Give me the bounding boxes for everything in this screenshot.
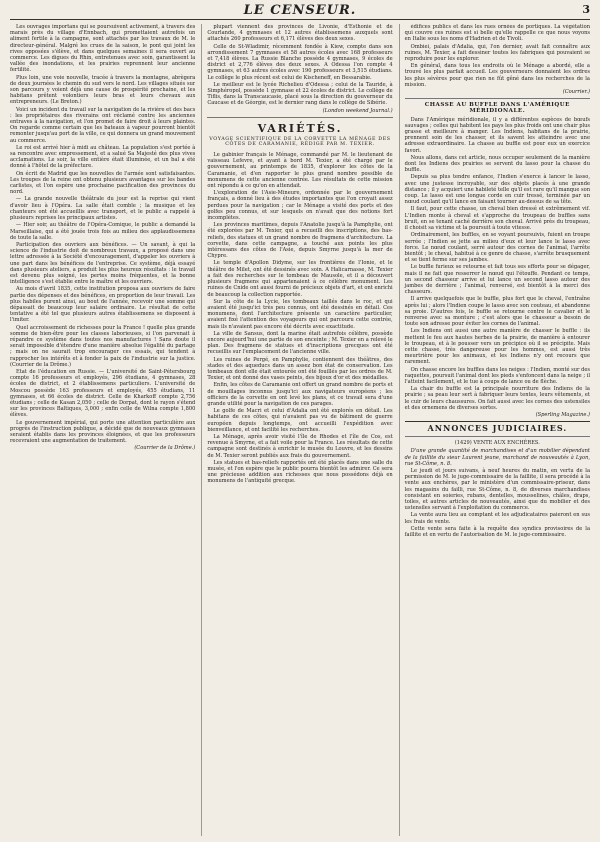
masthead [10, 2, 590, 20]
article-paragraph: Le jeudi et jours suivans, à neuf heures du matin, en vertu de la permission de M. le juge-commissaire de la faillite, il sera procédé à la vente aux enchères, par le ministère d'un commissaire-priseur, dans les magasins du failli, rue St-Côme, n. 8, de diverses marchandises consistant en soieries, rubans, dentelles, mousselines, châles, draps, toiles, et autres articles de nouveautés, ainsi que du mobilier et des ustensiles servant à l'exploitation du commerce. [404, 468, 590, 512]
article-paragraph: Le gabinier français le Ménage, commandé par M. le lieutenant de vaisseau Lefevre, et ayant à bord M. Texier, a été chargé par le gouvernement, au printemps de 1835, d'explorer les côtes de la Caramanie, et d'en rapporter le plus grand nombre possible de monumens de cette ancienne contrée. Les résultats de cette mission ont répondu à ce qu'on en attendait. [207, 152, 393, 190]
column-2 [201, 24, 392, 836]
sale-heading: (1429) VENTE AUX ENCHÈRES. [454, 440, 540, 447]
article-paragraph: Les provinces maritimes, depuis l'Anatolie jusqu'à la Pamphylie, ont été explorées par M. Texier, qui a recueilli des inscriptions, des bas-reliefs, des statues et un grand nombre de fragmens d'architecture. La corvette, dans cette campagne, a touché aux points les plus intéressans des côtes de l'Asie, depuis Smyrne jusqu'à la mer de Chypre. [207, 222, 393, 260]
article-paragraph: Quel accroissement de richesses pour la France ! quelle plus grande somme de bien-être pour les classes laborieuses, si l'on parvenait à répandre ce système dans toutes nos manufactures ! Sans doute il serait impossible d'étendre d'une manière absolue l'égalité du partage ; mais on ne saurait trop encourager ces essais, qui tendent à rapprocher les intérêts et à fonder la paix de l'industrie sur la justice. (Courrier de la Drôme.) [10, 324, 196, 368]
article-paragraph: édifices publics et dans les rues ornées de portiques. La végétation qui couvre ces ruines est si belle qu'elle rappelle ce que nous voyons en Italie sous les noms d'Hadrien et de Tivoli. [404, 24, 590, 43]
article-paragraph: On écrit de Madrid que les nouvelles de l'armée sont satisfaisantes. Les troupes de la reine ont obtenu plusieurs avantages sur les bandes carlistes, et l'on espère une prochaine pacification des provinces du nord. [10, 170, 196, 196]
article-paragraph: Participation des ouvriers aux bénéfices. — Un savant, à qui la science de l'industrie doit de nombreux travaux, a proposé dans une lettre adressée à la Société d'encouragement, d'appeler les ouvriers à une part dans les bénéfices de l'entreprise. Ce système, déjà essayé dans plusieurs ateliers, a produit les plus heureux résultats : le travail est devenu plus soigné, les pertes moins fréquentes, et la bonne intelligence s'est établie entre le maître et les ouvriers. [10, 241, 196, 286]
article-paragraph: En général, dans tous les endroits où le Ménage a abordé, elle a trouvé les plus parfait accueil. Les gouverneurs donnaient les ordres les plus sévères pour que rien ne fût gêné dans les recherches de la mission. [404, 63, 590, 88]
article-paragraph: Sur la côte de la Lycie, les tombeaux taillés dans le roc, et qui avaient été jusqu'ici très peu connus, ont été dessinés en détail. Ces monumens, dont l'architecture présente un caractère particulier, avaient fixé l'attention des voyageurs qui ont parcouru cette contrée, mais ils n'avaient pas encore été décrits avec exactitude. [207, 298, 393, 330]
article-paragraph: Il faut, pour cette chasse, un cheval bien dressé et extrêmement vif. L'Indien monte à cheval et s'approche du troupeau de buffles sans bruit, en se tenant caché derrière son cheval. Arrivé près du troupeau, il choisit sa victime et la poursuit à toute vitesse. [404, 206, 590, 232]
article-paragraph: Voici un incident du travail sur la navigation de la rivière et des bacs : les propriétaires des riverains ont réclamé contre les anciennes entraves à la navigation, et l'on promet de faire droit à leurs plaintes. On regarde comme certain que les bateaux à vapeur pourront bientôt remonter jusqu'au port de la ville, ce qui donnera un grand mouvement au commerce. [10, 106, 196, 144]
article-paragraph: Enfin, les côtes de Caramanie ont offert un grand nombre de ports et de mouillages inconnus jusqu'ici aux navigateurs européens ; les officiers de la corvette en ont levé les plans, et ce travail sera d'une grande utilité pour la navigation de ces parages. [207, 382, 393, 407]
article-paragraph: Celle de St-Wladimir, récemment fondée à Kiew, compte dans son arrondissement 7 gymnases et 58 autres écoles avec 168 professeurs et 7,418 élèves. La Russie Blanche possède 4 gymnases, 9 écoles de district et 2,776 élèves des deux sexes. A Odessa l'on compte 4 gymnases, et 63 autres écoles avec 190 professeurs et 3,515 étudians. Le collège le plus récent est celui de Kischeneff, en Bessarabie. [207, 43, 393, 81]
article-paragraph: — Hier soir, au théâtre de l'Opéra-Comique, le public a demandé la Marseillaise, qui a été jouée trois fois au milieu des applaudissemens de toute la salle. [10, 222, 196, 241]
section-title-annonces: ANNONCES JUDICIAIRES. [427, 423, 568, 434]
article-paragraph: L'exploration de l'Asie-Mineure, ordonnée par le gouvernement français, a donné lieu à des études importantes que l'on croyait assez perdues pour la navigation ; car le Ménage a visité des ports et des golfes peu connus, et sur lesquels on n'avait que des notions fort incomplètes. [207, 190, 393, 222]
article-paragraph: Le meilleur est le lycée Richelieu d'Odessa ; celui de la Tauride, à Simphéropol, possède 1 gymnase et 22 écoles de district. Le collège de Tiflis, dans la Transcaucasie, placé sous la direction du gouverneur du Caucase et de Géorgie, est le dernier rang dans le collège de Sibérie. [207, 81, 393, 107]
article-paragraph: Ordinairement, les buffles, en se voyant poursuivis, fuient en troupe serrée ; l'Indien se jette au milieu d'eux et leur lance le lasso avec force. Le nœud coulant, serré autour des cornes de l'animal, l'arrête bientôt ; le cheval, habitué à ce genre de chasse, s'arrête brusquement et se tient ferme sur ses jambes. [404, 232, 590, 264]
article-paragraph: La vente aura lieu au comptant et les adjudicataires paieront en sus les frais de vente. [404, 512, 590, 525]
article-paragraph: La Ménage, après avoir visité l'île de Rhodes et l'île de Cos, est revenue à Smyrne, et a fait voile pour la France. Les résultats de cette campagne sont destinés à enrichir le musée du Louvre, et les dessins de M. Texier seront publiés aux frais du gouvernement. [207, 433, 393, 459]
article-paragraph: Les statues et bas-reliefs rapportés ont été placés dans une salle du musée, et l'on espère que le public pourra bientôt les admirer. Ce sera une précieuse addition aux richesses que nous possédons déjà en monumens de l'antiquité grecque. [207, 459, 393, 485]
sale-intro: D'une grande quantité de marchandises et d'un mobilier dépendant de la faillite du sieur Laurent jeune, marchand de nouveautés à Lyon, rue St-Côme, n. 8. [404, 448, 590, 467]
divider [207, 117, 392, 118]
article-paragraph: Cette vente sera faite à la requête des syndics provisoires de la faillite et en vertu de l'autorisation de M. le juge-commissaire. [404, 525, 590, 539]
article-paragraph: Nous allons, dans cet article, nous occuper seulement de la manière dont les Indiens des prairies se servent du lasso pour la chasse du buffle. [404, 154, 590, 174]
article-credit: (Sperling Magazine.) [535, 411, 590, 418]
article-paragraph: La chair du buffle est la principale nourriture des Indiens de la prairie ; sa peau leur sert à fabriquer leurs tentes, leurs vêtements, et le cuir de leurs chaussures. On fait aussi avec les cornes des ustensiles et des ornemens de diverses sortes. [404, 386, 590, 411]
article-paragraph: Au mois d'avril 1835, cette institution proposa aux ouvriers de faire partie des dépenses et des bénéfices, en proportion de leur travail. Les plus habiles purent ainsi, au bout de l'année, recevoir une somme qui dépassait de beaucoup leur salaire ordinaire. Le résultat de cette tentative a été tel que plusieurs autres établissemens se disposent à l'imiter. [10, 286, 196, 324]
article-paragraph: Etat de l'éducation en Russie. — L'université de Saint-Pétersbourg compte 16 professeurs et employés, 296 étudians, 4 gymnases, 28 écoles de district, et 2 établissemens particuliers. L'université de Moscou possède 163 professeurs et employés, 455 étudians, 11 gymnases, et 66 écoles de district. Celle de Kharkoff compte 2,756 étudians ; celle de Kasan 2,050 ; celle de Dorpat, dont le rayon s'étend sur les provinces Baltiques, 3,000 ; enfin celle de Wilna compte 1,800 élèves. [10, 368, 196, 419]
article-paragraph: Le roi est arrivé hier à midi au château. La population s'est portée à sa rencontre avec empressement, et a salué Sa Majesté des plus vives acclamations. Le soir, la ville entière était illuminée, et un bal a été donné à l'hôtel de la préfecture. [10, 144, 196, 170]
section-title-varietes: VARIÉTÉS. [257, 121, 343, 135]
column-1 [10, 24, 195, 836]
article-paragraph: Les ruines de Pergé, en Pamphylie, contiennent des théâtres, des stades et des aqueducs dans un assez bon état de conservation. Les tombeaux dont elle était entourée ont été fouillés par les ordres de M. Texier, et ont donné des vases peints, des bijoux d'or et des médailles. [207, 356, 393, 382]
article-paragraph: — La grande nouvelle théâtrale du jour est la reprise qui vient d'avoir lieu à l'Opéra. La salle était comble ; la musique et les chanteurs ont été accueillis avec transport, et le public a rappelé à plusieurs reprises les principaux artistes. [10, 196, 196, 222]
article-paragraph: Les ouvrages importans qui se poursuivent activement, à travers des marais près du village d'Ennbach, qui promettaient autrefois un aliment fertile à la campagne, sont attachés par les travaux de M. le directeur-général. Malgré les crues de la saison, le pont qui joint les rives opposées s'élève, et dans quelques semaines il sera ouvert au commerce. Les digues du Rhin, entretenues avec soin, garantissent la vallée des inondations, et les prairies reprennent leur ancienne fertilité. [10, 24, 196, 74]
article-paragraph: Le temple d'Apollon Didyme, sur les frontières de l'Ionie, et le théâtre de Milet, ont été dessinés avec soin. A Halicarnasse, M. Texier a fait des recherches sur le tombeau de Mausole, et il a découvert plusieurs fragmens qui appartenaient à ce célèbre monument. Les ruines de Cnide ont aussi fourni de précieux objets d'art, et ont enrichi de beaucoup la collection rapportée. [207, 260, 393, 298]
article-paragraph: Les Indiens ont aussi une autre manière de chasser le buffle : ils mettent le feu aux hautes herbes de la prairie, de manière à entourer le troupeau, et à le pousser vers un précipice où il se précipite. Mais cette chasse, très dangereuse pour les hommes, est aussi très meurtrière pour les animaux, et les Indiens n'y ont recours que rarement. [404, 328, 590, 366]
divider-thick [405, 421, 590, 422]
article-paragraph: Le golfe de Macri et celui d'Adalia ont été explorés en détail. Les habitans de ces côtes, qui n'avaient pas vu de bâtiment de guerre européen depuis longtemps, ont accueilli l'expédition avec bienveillance, et ont facilité les recherches. [207, 408, 393, 433]
divider [405, 436, 590, 437]
section-subtitle: VOYAGE SCIENTIFIQUE DE LA CORVETTE LA MÉNAGE DES CÔTES DE CARAMANIE, RÉDIGÉ PAR M. TEXIER. [209, 136, 391, 148]
article-paragraph: Le buffle furieux se retourne et fait tous ses efforts pour se dégager, mais il ne fait que resserrer le nœud qui l'étouffe. Pendant ce temps, un second chasseur arrive et lui lance un second lasso autour des jambes de derrière ; l'animal, renversé, est bientôt à la merci des chasseurs. [404, 264, 590, 296]
article-paragraph: Dans l'Amérique méridionale, il y a différentes espèces de bœufs sauvages ; celles qui habitent les pays les plus froids ont une chair plus grasse et meilleure à manger. Les Indiens, habitans de la prairie, prennent soin de les chasser, et ils savent les atteindre avec une adresse extraordinaire. La chasse au buffle est pour eux un exercice favori. [404, 116, 590, 154]
divider [405, 98, 590, 99]
column-3 [399, 24, 590, 836]
article-credit: (London weekend Journal.) [322, 107, 393, 114]
page-number: 3 [582, 3, 590, 16]
article-paragraph: Plus loin, une voie nouvelle, tracée à travers la montagne, abrègera de deux journées le chemin du sud vers le nord. Les villages situés sur son parcours y voient déjà une cause de prospérité prochaine, et les habitans prêtent volontiers leurs bras et leurs chevaux aux entrepreneurs. (Le Breton.) [10, 74, 196, 106]
article-paragraph: Il arrive quelquefois que le buffle, plus fort que le cheval, l'entraîne après lui ; alors l'Indien coupe le lasso avec son couteau, et abandonne sa proie. D'autres fois, le buffle se retourne contre le cavalier et le renverse avec sa monture ; c'est alors que le chasseur a besoin de toute son adresse pour éviter les cornes de l'animal. [404, 296, 590, 328]
article-paragraph: La ville de Sansus, dont la marine était autrefois célèbre, possède encore aujourd'hui une partie de son enceinte ; M. Texier en a relevé le plan. Des fragmens de statues et d'inscriptions grecques ont été recueillis sur l'emplacement de l'ancienne ville. [207, 330, 393, 356]
newspaper-title: LE CENSEUR. [243, 3, 357, 18]
article-paragraph: Depuis sa plus tendre enfance, l'Indien s'exerce à lancer le lasso, avec une justesse incroyable, sur des objets placés à une grande distance ; il y acquiert une habileté telle qu'il est rare qu'il manque son coup. Le lasso est une longue corde en cuir tressé, terminée par un nœud coulant qu'il lance en faisant tourner au-dessus de sa tête. [404, 174, 590, 206]
columns [10, 24, 590, 836]
article-paragraph: Le gouvernement impérial, qui porte une attention particulière aux progrès de l'instruction publique, a décidé que de nouveaux gymnases seraient établis dans les provinces éloignées, et que les professeurs recevraient une augmentation de traitement. [10, 419, 196, 445]
article-paragraph: On chasse encore les buffles dans les neiges : l'Indien, monté sur des raquettes, poursuit l'animal dont les pieds s'enfoncent dans la neige ; il l'atteint facilement, et le tue à coups de lance ou de flèche. [404, 366, 590, 385]
section-title-chasse: CHASSE AU BUFFLE DANS L'AMÉRIQUE MÉRIDIONALE. [424, 102, 570, 115]
article-credit: (Courrier.) [562, 89, 590, 96]
article-paragraph: Ombiei, palais d'Adalia, qui, l'on dernier, avait fait connaître aux ruines, M. Texier, a fait dessiner toutes les fabriques qui pouvaient se reproduire pour les explorer. [404, 43, 590, 63]
article-paragraph: plupart viennent des provinces de Livonie, d'Esthonie et de Courlande, 4 gymnases et 12 autres établissemens auxquels sont attachés 260 professeurs et 6,171 élèves des deux sexes. [207, 24, 393, 43]
article-credit: (Courrier de la Drôme.) [134, 445, 196, 452]
